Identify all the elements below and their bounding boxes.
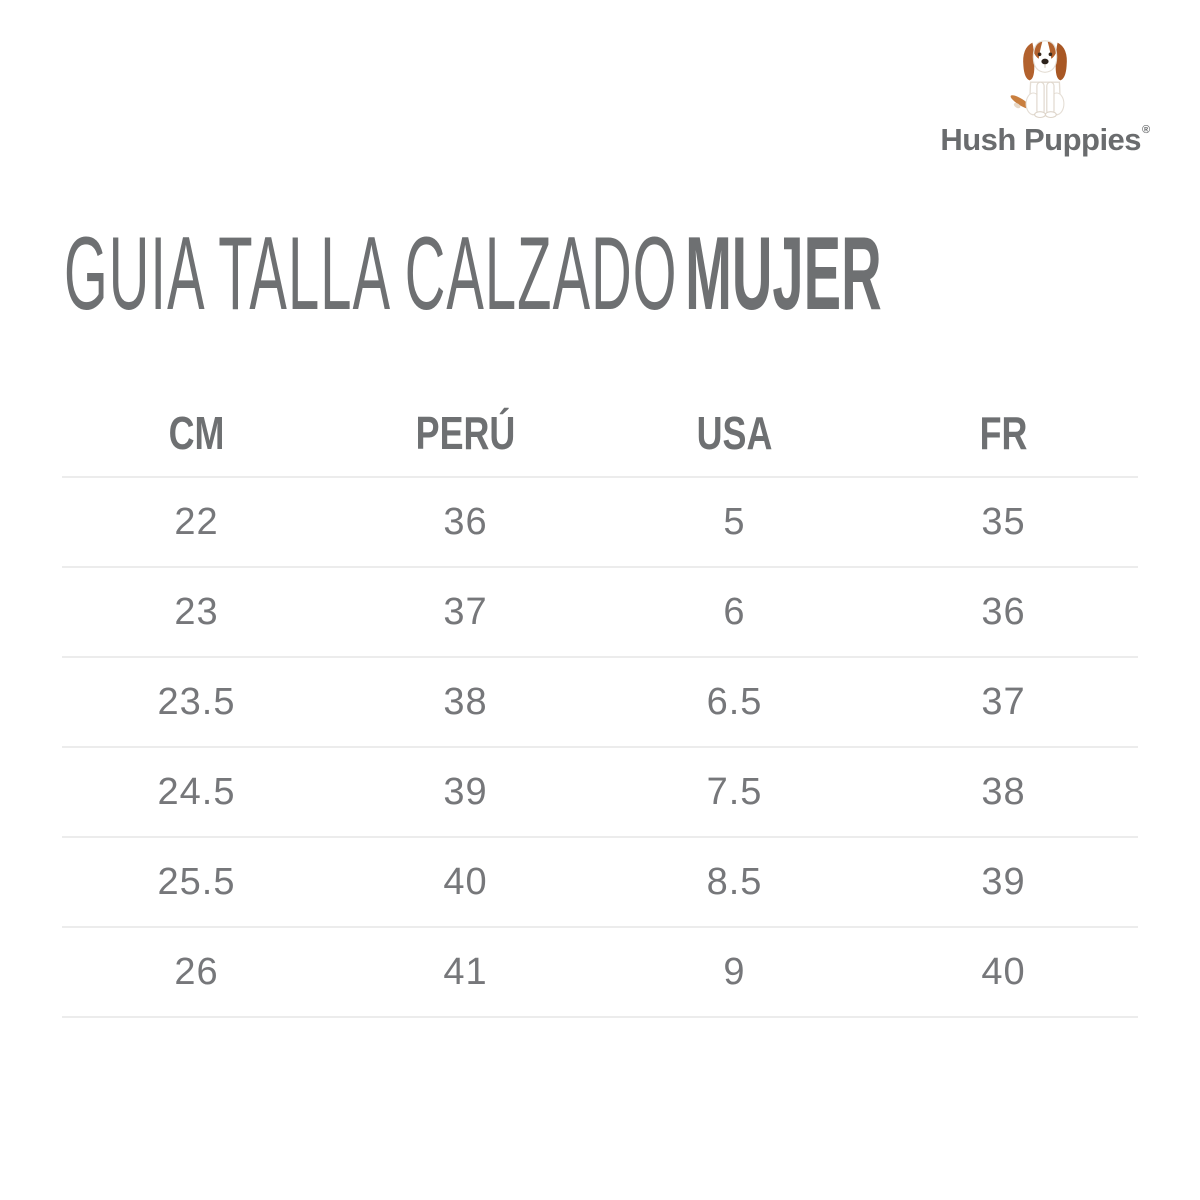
page-title-regular: GUIA TALLA CALZADO [64, 216, 678, 332]
page-title [64, 216, 882, 332]
column-header-fr: FR [979, 407, 1028, 459]
table-row [62, 568, 1138, 658]
table-cell: 26 [174, 950, 219, 993]
table-cell: 7.5 [706, 770, 763, 813]
table-cell: 36 [443, 500, 488, 543]
brand-wordmark: Hush Puppies® [940, 122, 1150, 157]
table-cell: 38 [981, 770, 1026, 813]
column-header-usa: USA [696, 407, 773, 459]
page-title-bold: MUJER [685, 216, 882, 332]
registered-trademark: ® [1142, 124, 1150, 136]
table-cell: 37 [443, 590, 488, 633]
table-cell: 6 [723, 590, 746, 633]
table-row [62, 838, 1138, 928]
column-header-cm: CM [168, 407, 225, 459]
table-cell: 25.5 [157, 860, 236, 903]
table-cell: 38 [443, 680, 488, 723]
table-cell: 37 [981, 680, 1026, 723]
table-cell: 39 [981, 860, 1026, 903]
table-cell: 23 [174, 590, 219, 633]
table-header-row [62, 390, 1138, 478]
basset-hound-dog-icon [1008, 30, 1082, 120]
table-cell: 22 [174, 500, 219, 543]
table-cell: 36 [981, 590, 1026, 633]
table-row [62, 658, 1138, 748]
table-cell: 9 [723, 950, 746, 993]
size-table [62, 390, 1138, 1018]
table-cell: 5 [723, 500, 746, 543]
table-cell: 23.5 [157, 680, 236, 723]
table-row [62, 928, 1138, 1018]
table-cell: 35 [981, 500, 1026, 543]
column-header-peru: PERÚ [415, 407, 516, 459]
table-cell: 40 [443, 860, 488, 903]
table-cell: 6.5 [706, 680, 763, 723]
table-row [62, 748, 1138, 838]
table-cell: 8.5 [706, 860, 763, 903]
table-row [62, 478, 1138, 568]
table-cell: 40 [981, 950, 1026, 993]
brand-logo [930, 30, 1160, 158]
table-cell: 41 [443, 950, 488, 993]
table-cell: 24.5 [157, 770, 236, 813]
table-cell: 39 [443, 770, 488, 813]
